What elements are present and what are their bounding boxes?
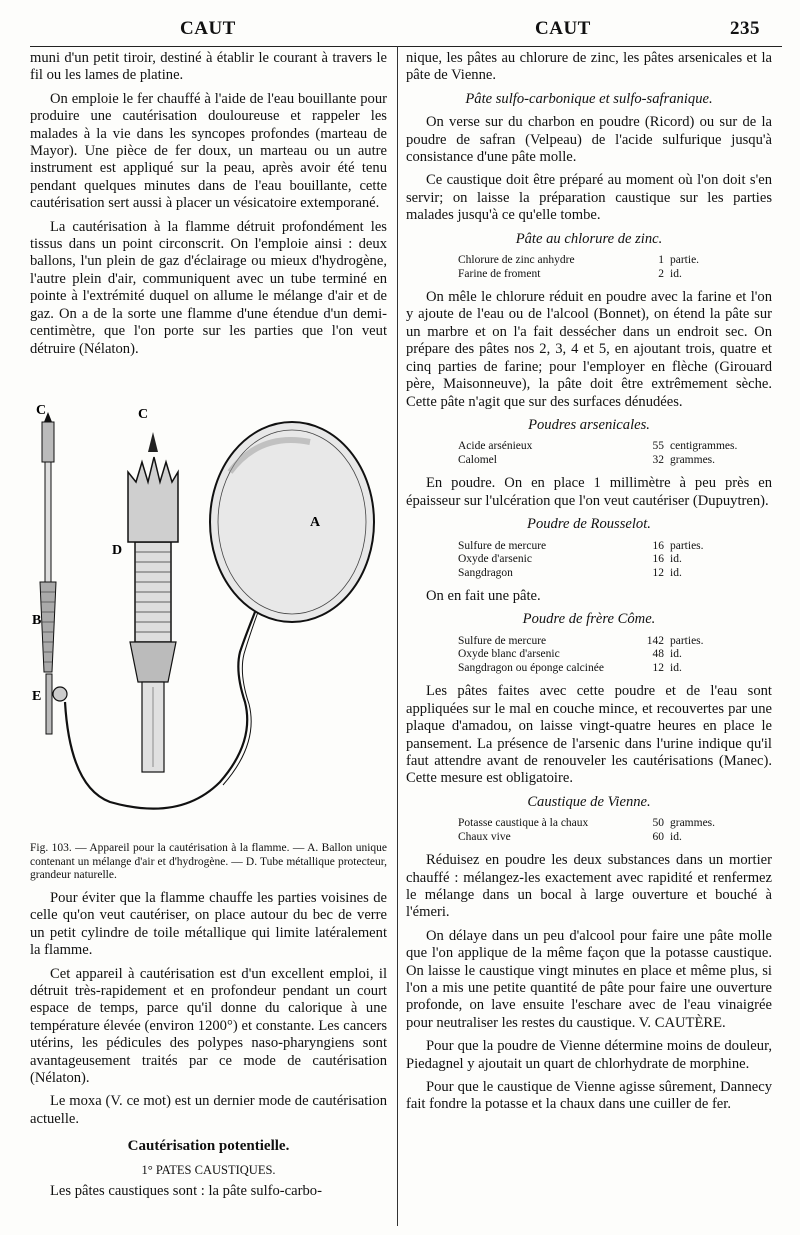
cauterization-apparatus-illustration: [30, 402, 387, 842]
recipe-list: [458, 817, 772, 844]
paragraph: Pour que le caustique de Vienne agisse sûrement, Dannecy fait fondre la potasse et la chaux dans une cuiller de fer.: [406, 1079, 772, 1113]
ingredient-unit: grammes.: [670, 817, 716, 830]
ingredient-unit: id.: [670, 566, 682, 579]
paragraph: On emploie le fer chauffé à l'aide de l'eau bouillante pour produire une cautérisation douloureuse et rappeler les malades à la vie dans les syncopes profondes (marteau de Mayor). Une pièce de fer doux, un marteau ou un autre instrument est appliqué sur la peau, après avoir été tenu pendant quelques minutes dans de l'eau bouillante, cette cautérisation sert aussi à placer un vésicatoire extemporané.: [30, 90, 387, 212]
paragraph: On en fait une pâte.: [426, 588, 541, 605]
recipe-row: [458, 662, 772, 676]
recipe-list: [458, 635, 772, 676]
recipe-row: [458, 567, 772, 581]
ingredient-name: Acide arsénieux: [458, 440, 533, 453]
section-heading: Poudres arsenicales.: [528, 416, 650, 433]
right-column: [406, 50, 772, 1120]
ingredient-unit: id.: [670, 648, 682, 661]
ingredient-unit: id.: [670, 267, 682, 280]
paragraph: nique, les pâtes au chlorure de zinc, les pâtes arsenicales et la pâte de Vienne.: [406, 50, 772, 84]
paragraph: Les pâtes faites avec cette poudre et de l'eau sont appliquées sur le mal en couche mince, et recouvertes par une plaque d'amadou, on laisse vingt-quatre heures en place le pansement. La présence de l'arsenic dans l'urine indique qu'il faut attendre avant de renouveler les cautérisations (Manec). Cette mesure est obligatoire.: [406, 683, 772, 787]
ingredient-name: Potasse caustique à la chaux: [458, 817, 589, 830]
ingredient-name: Sangdragon ou éponge calcinée: [458, 661, 604, 674]
ingredient-unit: centigrammes.: [670, 440, 738, 453]
ingredient-name: Chlorure de zinc anhydre: [458, 254, 575, 267]
section-heading: Pâte au chlorure de zinc.: [515, 230, 663, 247]
ingredient-qty: 1: [658, 254, 664, 267]
ingredient-qty: 12: [652, 661, 664, 674]
header-rule: [30, 46, 782, 47]
paragraph: En poudre. On en place 1 millimètre à peu près en épaisseur sur l'ulcération que l'on veut cautériser (Dupuytren).: [406, 475, 772, 509]
ingredient-qty: 50: [652, 817, 664, 830]
paragraph: On délaye dans un peu d'alcool pour faire une pâte molle que l'on applique de la même façon que la potasse caustique. On laisse le caustique vingt minutes en place et même plus, si l'on a mis une petite quantité de pâte pour faire une ouverture profonde, on lave ensuite l'eschare avec de l'eau vinaigrée pour neutraliser les restes du caustique. V. CAUTÈRE.: [406, 927, 772, 1031]
figure-label-d: D: [112, 543, 123, 558]
section-heading: Poudre de Rousselot.: [527, 516, 651, 533]
paragraph: On verse sur du charbon en poudre (Ricord) ou sur de la poudre de safran (Velpeau) de l'acide sulfurique jusqu'à consistance d'une pâte molle.: [406, 114, 772, 166]
recipe-row: [458, 268, 772, 282]
section-heading: Pâte sulfo-carbonique et sulfo-safranique.: [465, 90, 713, 107]
figure-label-c-center: C: [138, 407, 149, 422]
running-head-left: CAUT: [180, 18, 236, 39]
paragraph: Pour éviter que la flamme chauffe les parties voisines de celle qu'on veut cautériser, on place autour du bec de verre un petit cylindre de toile métallique qui limite latéralement la flamme.: [30, 890, 387, 959]
ingredient-name: Chaux vive: [458, 830, 511, 843]
recipe-list: [458, 440, 772, 467]
paragraph: muni d'un petit tiroir, destiné à établir le courant à travers le fil ou les lames de platine.: [30, 50, 387, 84]
ingredient-name: Farine de froment: [458, 267, 541, 280]
paragraph: La cautérisation à la flamme détruit profondément les tissus dans un point circonscrit. On l'emploie ainsi : deux ballons, l'un plein de gaz d'éclairage ou mieux d'hydrogène, l'autre plein d'air, communiquent avec un tube terminé en pointe à l'extrémité duquel on allume le mélange d'air et de gaz. On a de la sorte une flamme d'une étendue d'un demi-centimètre, que l'on porte sur les parties que l'on veut détruire (Nélaton).: [30, 218, 387, 357]
ingredient-unit: partie.: [670, 254, 700, 267]
paragraph: Ce caustique doit être préparé au moment où l'on doit s'en servir; on laisse la préparation caustique sur les parties malades jusqu'à ce qu'elle tombe.: [406, 172, 772, 224]
running-head-right: CAUT: [535, 18, 591, 39]
ingredient-unit: grammes.: [670, 453, 716, 466]
recipe-row: [458, 648, 772, 662]
section-title: Cautérisation potentielle.: [127, 1138, 290, 1155]
figure-label-c-left: C: [36, 403, 47, 418]
ingredient-name: Sulfure de mercure: [458, 539, 547, 552]
ingredient-name: Calomel: [458, 453, 497, 466]
ingredient-unit: parties.: [670, 539, 704, 552]
ingredient-unit: id.: [670, 553, 682, 566]
figure-label-b: B: [32, 613, 42, 628]
recipe-row: [458, 635, 772, 649]
recipe-row: [458, 254, 772, 268]
recipe-list: [458, 540, 772, 581]
figure-caption: Fig. 103. — Appareil pour la cautérisation à la flamme. — A. Ballon unique contenant un mélange d'air et d'hydrogène. — D. Tube métallique protecteur, grandeur naturelle.: [30, 842, 387, 881]
recipe-row: [458, 553, 772, 567]
figure-label-e: E: [32, 689, 42, 704]
ingredient-qty: 16: [652, 539, 664, 552]
ingredient-unit: id.: [670, 661, 682, 674]
section-heading: Caustique de Vienne.: [527, 793, 651, 810]
paragraph: Cet appareil à cautérisation est d'un excellent emploi, il détruit très-rapidement et en profondeur pendant un court espace de temps, parce qu'il donne du calorique à une température élevée (environ 1200°) et constante. Les cancers utérins, les pédicules des polypes naso-pharyngiens sont avantageusement traités par ce mode de cautérisation (Nélaton).: [30, 965, 387, 1087]
ingredient-qty: 2: [658, 267, 664, 280]
paragraph: Réduisez en poudre les deux substances dans un mortier chauffé : mélangez-les exactement avec rapidité et renfermez le mélange dans un bocal à large ouverture et bouché à l'émeri.: [406, 852, 772, 921]
paragraph: Le moxa (V. ce mot) est un dernier mode de cautérisation actuelle.: [30, 1093, 387, 1127]
page-number: 235: [730, 18, 760, 39]
recipe-row: [458, 817, 772, 831]
section-heading: Poudre de frère Côme.: [522, 611, 656, 628]
ingredient-unit: parties.: [670, 634, 704, 647]
left-column-top: [30, 50, 387, 364]
column-divider: [397, 46, 398, 1226]
ingredient-qty: 55: [652, 440, 664, 453]
recipe-row: [458, 440, 772, 454]
ingredient-qty: 60: [652, 830, 664, 843]
figure-label-a: A: [310, 515, 321, 530]
paragraph: On mêle le chlorure réduit en poudre avec la farine et l'on y ajoute de l'eau ou de l'alcool (Bonnet), on étend la pâte sur un marbre et on l'a fait dessécher dans un endroit sec. On prépare des pâtes nos 2, 3, 4 et 5, en ajoutant trois, quatre et cinq parties de farine; pour l'employer en flèche (Girouard père, Maisonneuve), la pâte doit être extrêmement sèche. Cette pâte n'agit que sur des surfaces dénudées.: [406, 289, 772, 410]
paragraph: Pour que la poudre de Vienne détermine moins de douleur, Piedagnel y ajoutait un quart de chlorhydrate de morphine.: [406, 1038, 772, 1072]
ingredient-name: Sulfure de mercure: [458, 634, 547, 647]
recipe-row: [458, 540, 772, 554]
recipe-list: [458, 254, 772, 281]
ingredient-qty: 16: [652, 553, 664, 566]
ingredient-qty: 32: [652, 453, 664, 466]
recipe-row: [458, 454, 772, 468]
figure-103: [30, 402, 387, 842]
ingredient-name: Oxyde blanc d'arsenic: [458, 648, 560, 661]
ingredient-name: Sangdragon: [458, 566, 513, 579]
ingredient-name: Oxyde d'arsenic: [458, 553, 532, 566]
paragraph: Les pâtes caustiques sont : la pâte sulfo-carbo-: [50, 1183, 322, 1200]
ingredient-qty: 142: [646, 634, 664, 647]
ingredient-qty: 48: [652, 648, 664, 661]
subsection-title: 1° PATES CAUSTIQUES.: [141, 1162, 276, 1177]
recipe-row: [458, 831, 772, 845]
ingredient-qty: 12: [652, 566, 664, 579]
ingredient-unit: id.: [670, 830, 682, 843]
left-column-bottom: [30, 890, 387, 1207]
